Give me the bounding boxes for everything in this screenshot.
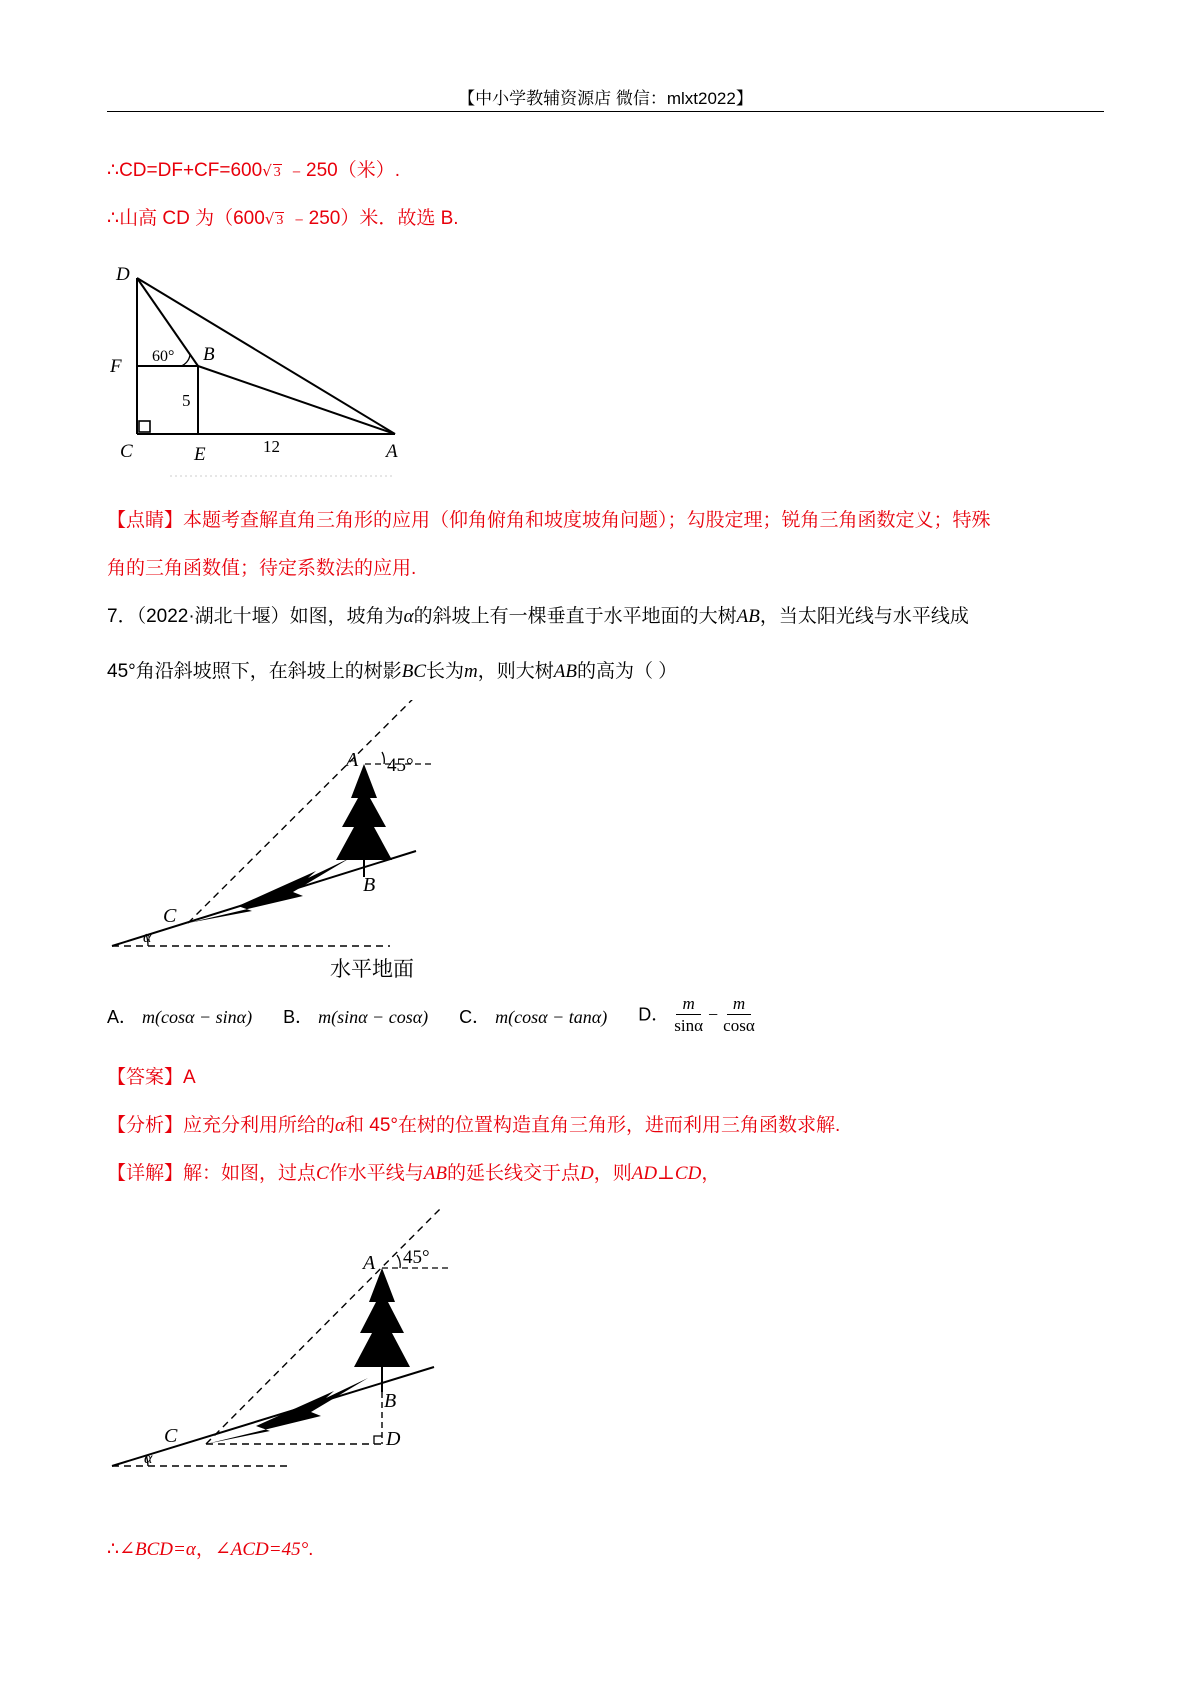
detail-text-c: 的延长线交于点 [446, 1163, 580, 1184]
choices-row [107, 994, 781, 1037]
fraction-denominator: sinα [674, 1016, 703, 1035]
conclusion-acd: ∠ACD=45° [214, 1539, 309, 1560]
choice-c-label: C． [459, 1006, 491, 1027]
answer-tag: 【答案】 [107, 1067, 184, 1088]
label-a: A [346, 749, 359, 771]
solution-line-2-suffix: ﹣250）米．故选 B. [289, 208, 459, 229]
sqrt-sign: √ [262, 162, 272, 180]
detail-text-a: 解：如图，过点 [183, 1163, 317, 1184]
slope-line [112, 1367, 434, 1466]
question-7-ab-2: AB [553, 661, 577, 682]
angle-45-arc [382, 752, 384, 764]
detail-ab: AB [423, 1163, 447, 1184]
detail-text-e: ， [701, 1163, 721, 1184]
question-7-text-d: 45°角沿斜坡照下，在斜坡上的树影 [107, 661, 402, 682]
label-b: B [363, 874, 376, 896]
ground-label: 水平地面 [330, 957, 414, 981]
analysis-line [107, 1110, 840, 1137]
conclusion-end: . [308, 1539, 314, 1560]
comment-line-1 [107, 505, 991, 532]
label-a: A [363, 1252, 376, 1274]
angle-45-label: 45° [403, 1247, 430, 1268]
segment-da [137, 278, 395, 434]
analysis-tag: 【分析】 [107, 1115, 184, 1136]
detail-line [107, 1158, 720, 1185]
choice-d-fraction-1 [674, 994, 703, 1037]
label-alpha: α [143, 929, 152, 946]
detail-c: C [316, 1163, 329, 1184]
question-7-alpha: α [403, 606, 414, 627]
question-7-text-f: ，则大树 [477, 661, 554, 682]
fraction-denominator: cosα [723, 1016, 755, 1035]
tree-shadow [206, 1378, 368, 1444]
answer-value: A [183, 1067, 196, 1088]
analysis-alpha: α [335, 1115, 346, 1136]
conclusion-bcd: ∠BCD=α [119, 1539, 196, 1560]
figure-triangle-dfcea [110, 258, 410, 478]
tree-shadow [188, 858, 350, 923]
solution-line-2-prefix: ∴山高 CD 为（600 [107, 208, 265, 229]
analysis-text-b: 和 45°在树的位置构造直角三角形，进而利用三角函数求解. [345, 1115, 841, 1136]
comment-line-2: 角的三角函数值；待定系数法的应用. [107, 558, 417, 579]
comment-text-1: 本题考查解直角三角形的应用（仰角俯角和坡度坡角问题）；勾股定理；锐角三角函数定义；特殊 [183, 510, 991, 531]
choice-c-expression: m(cosα − tanα) [495, 1006, 608, 1027]
label-a: A [386, 441, 398, 462]
length-12-label: 12 [263, 437, 280, 456]
figure-tree-slope-with-d [100, 1195, 460, 1467]
detail-d: D [579, 1163, 594, 1184]
choice-a-expression: m(cosα − sinα) [142, 1006, 253, 1027]
question-7-line-2 [107, 656, 677, 683]
solution-line-1-suffix: ﹣250（米）. [287, 160, 401, 181]
segment-ba [198, 366, 395, 434]
solution-line-2 [107, 203, 459, 230]
label-c: C [163, 905, 177, 927]
length-5-label: 5 [182, 391, 191, 410]
sun-ray-dashed [206, 1209, 440, 1444]
right-angle-mark [374, 1436, 382, 1444]
header-rule [107, 111, 1104, 112]
conclusion-prefix: ∴ [107, 1539, 120, 1560]
sun-ray-dashed [188, 700, 450, 923]
tree-icon [354, 1268, 410, 1367]
angle-60-label: 60° [152, 348, 175, 365]
choice-d[interactable] [638, 994, 755, 1037]
label-alpha: α [144, 1450, 153, 1467]
comment-tag: 【点睛】 [107, 510, 184, 531]
question-7-bc: BC [401, 661, 427, 682]
question-7-text-b: 的斜坡上有一棵垂直于水平地面的大树 [413, 606, 737, 627]
detail-text-b: 作水平线与 [328, 1163, 424, 1184]
figure-tree-slope [100, 700, 460, 982]
label-b: B [203, 344, 215, 365]
question-7-text-a: 7．（2022·湖北十堰）如图，坡角为 [107, 606, 404, 627]
detail-tag: 【详解】 [107, 1163, 184, 1184]
angle-45-arc [397, 1255, 400, 1268]
solution-line-1-prefix: ∴CD=DF+CF=600 [107, 160, 263, 181]
tree-icon [336, 764, 392, 860]
choice-a[interactable] [107, 1003, 252, 1029]
solution-line-1-radicand: 3 [273, 165, 281, 180]
right-angle-mark [139, 421, 150, 432]
angle-45-label: 45° [387, 755, 414, 776]
question-7-text-g: 的高为（ ） [577, 661, 678, 682]
label-d: D [116, 264, 130, 285]
solution-line-2-radicand: 3 [276, 213, 284, 228]
fraction-numerator: m [727, 994, 751, 1015]
choice-b-label: B． [283, 1006, 314, 1027]
label-f: F [110, 356, 122, 377]
question-7-line-1 [107, 601, 969, 628]
answer-line [107, 1062, 196, 1089]
page-header: 【中小学教辅资源店 微信：mlxt2022】 [458, 89, 753, 108]
label-c: C [120, 441, 133, 462]
label-b: B [384, 1390, 397, 1412]
analysis-text-a: 应充分利用所给的 [183, 1115, 336, 1136]
choice-d-label: D． [638, 1004, 670, 1025]
solution-line-1 [107, 155, 400, 182]
conclusion-sep: ， [195, 1539, 215, 1560]
label-d: D [386, 1428, 401, 1450]
choice-a-label: A． [107, 1006, 138, 1027]
choice-b-expression: m(sinα − cosα) [318, 1006, 429, 1027]
question-7-ab: AB [736, 606, 760, 627]
detail-perp: AD⊥CD [631, 1163, 702, 1184]
sqrt-sign: √ [264, 210, 275, 228]
choice-c[interactable] [459, 1003, 607, 1029]
label-c: C [164, 1425, 178, 1447]
question-7-m: m [464, 661, 478, 682]
question-7-text-c: ，当太阳光线与水平线成 [759, 606, 969, 627]
choice-d-fraction-2 [723, 994, 755, 1037]
question-7-text-e: 长为 [426, 661, 465, 682]
label-e: E [194, 444, 206, 465]
angle-arc [181, 355, 190, 366]
detail-text-d: ，则 [593, 1163, 632, 1184]
choice-d-minus: − [708, 1004, 719, 1025]
choice-b[interactable] [283, 1003, 428, 1029]
fraction-numerator: m [676, 994, 700, 1015]
conclusion-line [107, 1534, 313, 1561]
